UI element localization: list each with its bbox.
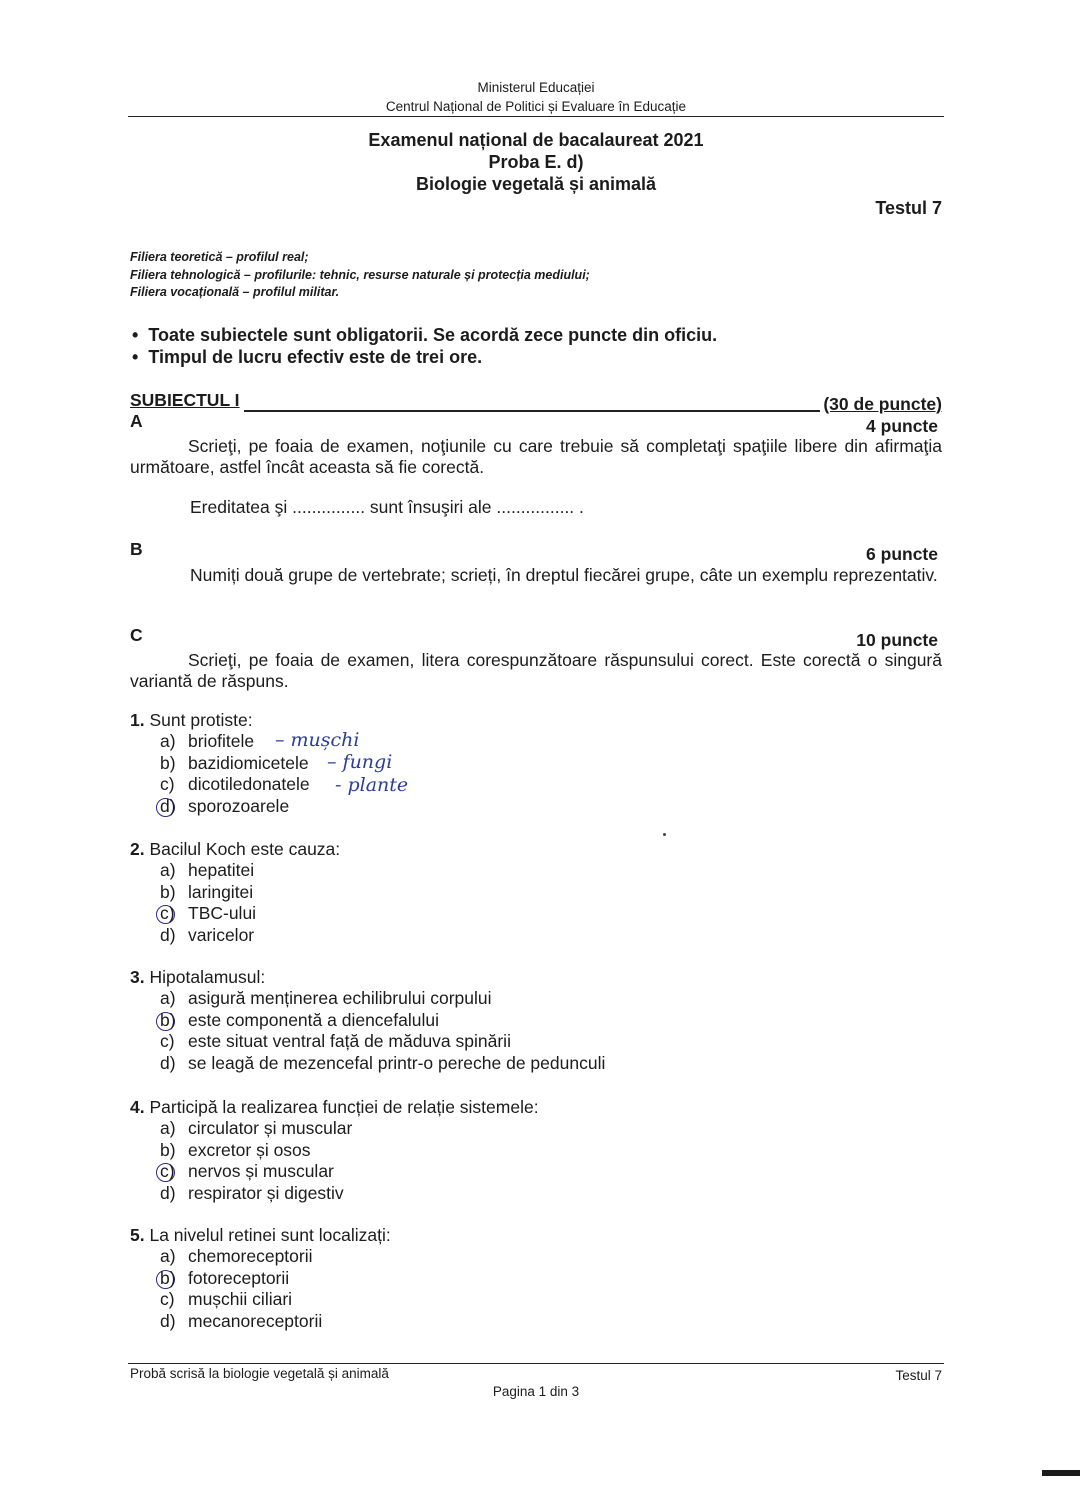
handwritten-note-c: - plante: [335, 774, 409, 796]
option-a: a) asigură menținerea echilibrului corpului: [160, 988, 492, 1009]
instruction-1: • Toate subiectele sunt obligatorii. Se acordă zece puncte din oficiu.: [132, 325, 718, 345]
section-b-text: Numiți două grupe de vertebrate; scrieți, în dreptul fiecărei grupe, câte un exemplu reprezentativ.: [190, 565, 938, 585]
question-number: 1.: [130, 710, 145, 730]
filiera-2: Filiera tehnologică – profilurile: tehnic, resurse naturale și protecția mediului;: [130, 268, 590, 282]
question-stem: Sunt protiste:: [149, 710, 253, 730]
footer-right: Testul 7: [895, 1368, 942, 1383]
section-c-letter: C: [130, 625, 143, 645]
ministry-name: Ministerul Educației: [477, 80, 595, 95]
section-a-letter: A: [130, 411, 143, 431]
option-d: d) varicelor: [160, 924, 255, 945]
question-4: 4. Participă la realizarea funcției de relație sistemele: a) circulator și muscular b) excretor și osos c) nervos și muscular d) respirator și digestiv: [130, 1097, 830, 1204]
question-3: 3. Hipotalamusul: a) asigură menținerea echilibrului corpului b) este componentă a diencefalului c) este situat ventral față de măduva spinării d) se leagă de mezencefal printr-o pereche de pedunculi: [130, 967, 830, 1074]
option-a: a) chemoreceptorii: [160, 1246, 313, 1267]
test-number: Testul 7: [875, 198, 942, 218]
option-d: d) mecanoreceptorii: [160, 1310, 323, 1331]
option-c: c) dicotiledonatele: [160, 774, 310, 795]
question-5: 5. La nivelul retinei sunt localizați: a) chemoreceptorii b) fotoreceptorii c) mușchii ciliari d) mecanoreceptorii: [130, 1225, 830, 1332]
option-d: d) respirator și digestiv: [160, 1182, 344, 1203]
question-2: 2. Bacilul Koch este cauza: a) hepatitei b) laringitei c) TBC-ului d) varicelor: [130, 839, 830, 946]
section-a-sentence: Ereditatea şi ............... sunt însuşiri ale ................ .: [190, 497, 584, 517]
scan-speck: [663, 833, 666, 836]
option-d: d) se leagă de mezencefal printr-o pereche de pedunculi: [160, 1052, 606, 1073]
scan-mark: [1042, 1470, 1080, 1476]
option-c: c) mușchii ciliari: [160, 1289, 293, 1310]
proba-label: Proba E. d): [488, 152, 584, 172]
option-a: a) briofitele: [160, 731, 255, 752]
option-b: b) bazidiomicetele: [160, 752, 309, 773]
footer-left: Probă scrisă la biologie vegetală și animală: [130, 1366, 389, 1381]
subiect-rule: [244, 410, 820, 412]
option-a: a) hepatitei: [160, 860, 255, 881]
filiera-3: Filiera vocațională – profilul militar.: [130, 285, 340, 299]
option-c: c) nervos și muscular: [154, 1161, 830, 1182]
option-a: a) circulator și muscular: [160, 1118, 353, 1139]
option-c: c) TBC-ului: [154, 903, 830, 924]
exam-title: Examenul național de bacalaureat 2021: [368, 130, 704, 150]
page-number: Pagina 1 din 3: [492, 1384, 580, 1399]
question-1: [130, 710, 830, 817]
option-b: b) excretor și osos: [160, 1139, 311, 1160]
option-b: b) fotoreceptorii: [154, 1268, 830, 1289]
option-d: d) sporozoarele: [154, 796, 830, 817]
footer-rule: [128, 1363, 944, 1364]
subject-title: Biologie vegetală și animală: [415, 174, 657, 194]
center-name: Centrul Național de Politici și Evaluare în Educație: [385, 99, 687, 114]
option-c: c) este situat ventral față de măduva spinării: [160, 1031, 511, 1052]
section-a-text: Scrieţi, pe foaia de examen, noţiunile cu care trebuie să completaţi spaţiile libere din afirmaţia următoare, astfel încât aceasta să fie corectă.: [130, 436, 942, 478]
instruction-2: • Timpul de lucru efectiv este de trei ore.: [132, 347, 483, 367]
option-b: b) este componentă a diencefalului: [154, 1010, 830, 1031]
section-b-points: 6 puncte: [866, 544, 938, 564]
section-b-letter: B: [130, 539, 143, 559]
section-a-points: 4 puncte: [866, 416, 938, 436]
handwritten-note-a: – mușchi: [275, 729, 360, 751]
filiera-1: Filiera teoretică – profilul real;: [130, 250, 309, 264]
option-b: b) laringitei: [160, 881, 254, 902]
page-header: [128, 80, 944, 120]
bullet-icon: •: [132, 325, 149, 345]
section-c-points: 10 puncte: [856, 630, 938, 650]
bullet-icon: •: [132, 347, 149, 367]
subiect-title: SUBIECTUL I: [130, 390, 240, 410]
header-rule: [128, 116, 944, 117]
section-c-text: Scrieţi, pe foaia de examen, litera corespunzătoare răspunsului corect. Este corectă o singură variantă de răspuns.: [130, 650, 942, 692]
handwritten-note-b: – fungi: [327, 751, 393, 773]
subiect-points: (30 de puncte): [823, 394, 942, 414]
